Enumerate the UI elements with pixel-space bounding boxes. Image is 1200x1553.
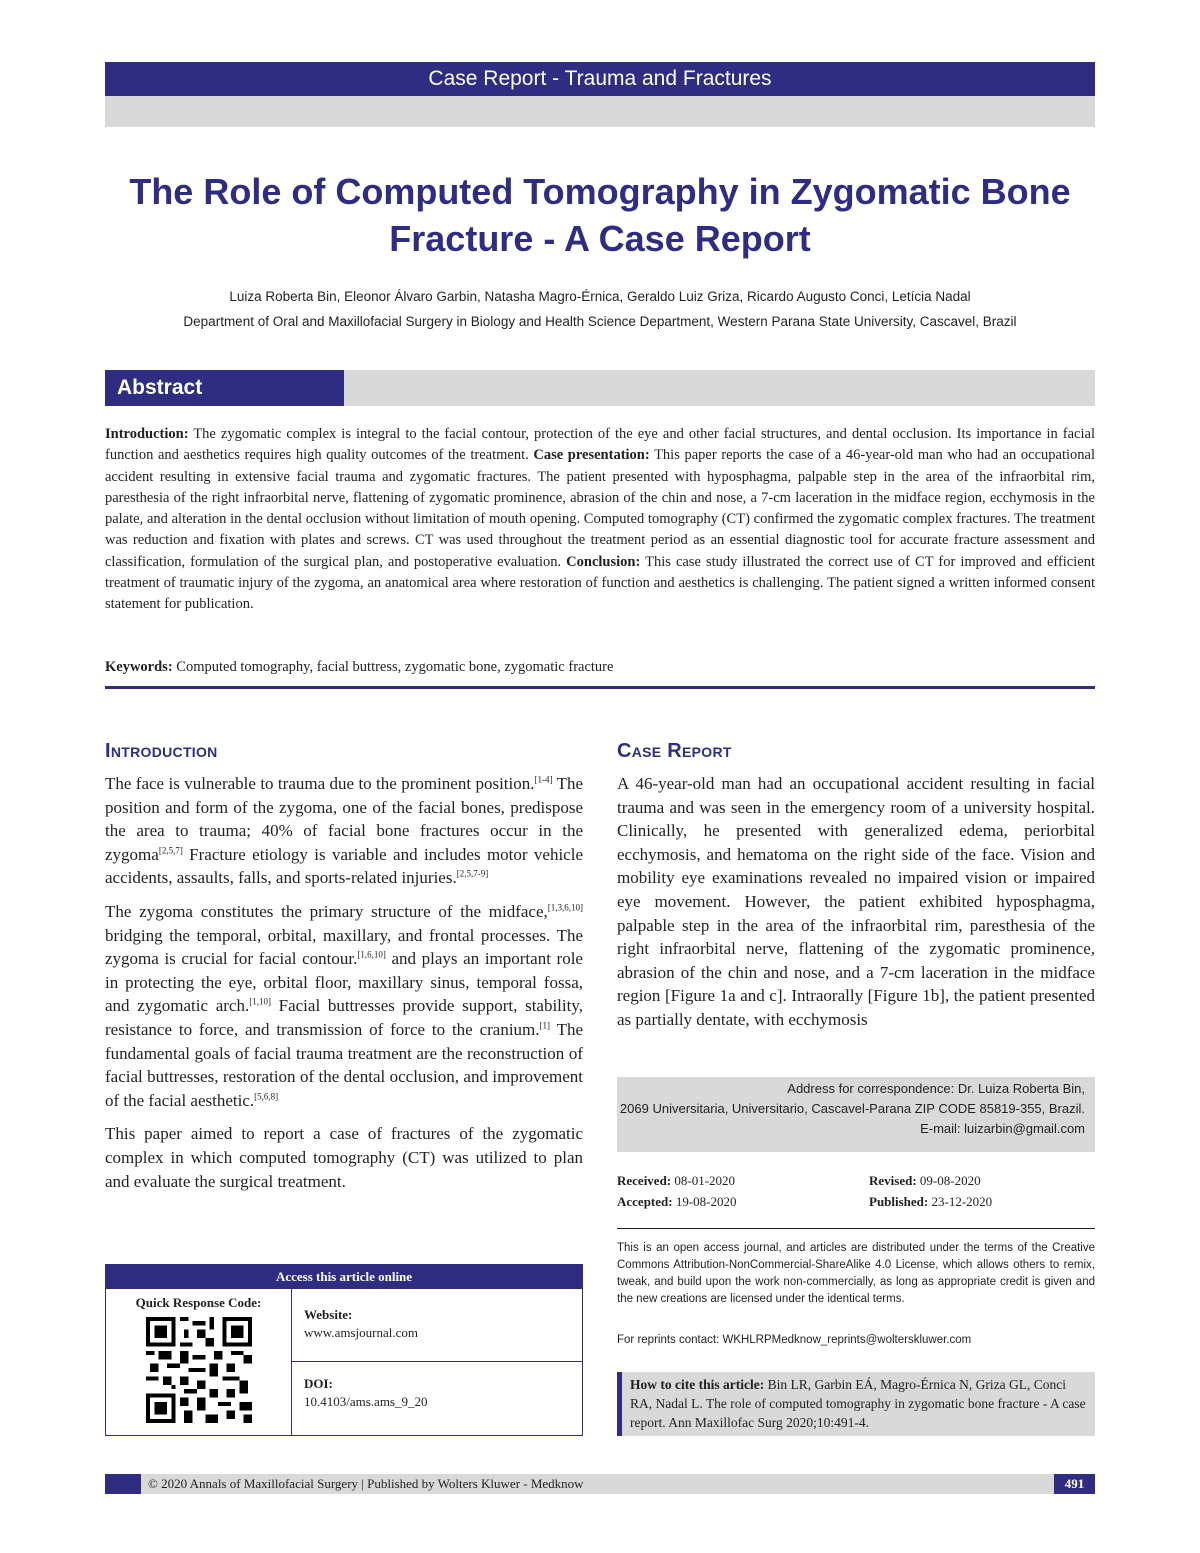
author-affiliation: Department of Oral and Maxillofacial Surgery in Biology and Health Science Department, Western Parana State University, Cascavel, Brazil	[183, 314, 1017, 329]
correspondence-line: Address for correspondence: Dr. Luiza Roberta Bin,	[787, 1081, 1085, 1096]
abstract-intro-text: The zygomatic complex is integral to the facial contour, protection of the eye and other facial structures, and dental occlusion. Its importance in facial function and aesthetics requires high quality outcomes of the treatment.	[105, 426, 1095, 464]
access-article-box	[105, 1264, 583, 1436]
introduction-heading: Introduction	[105, 740, 218, 762]
citation-text: Bin LR, Garbin EÁ, Magro-Érnica N, Griza GL, Conci RA, Nadal L. The role of computed tomography in zygomatic bone fracture - A case report. Ann Maxillofac Surg 2020;10:491-4.	[630, 1377, 1086, 1430]
abstract-case-text: This paper reports the case of a 46-year-old man who had an occupational accident resulting in extensive facial trauma and zygomatic fractures. The patient presented with hyposphagma, palpable step in the area of the infraorbital rim, paresthesia of the right infraorbital nerve, flattening of zygomatic prominence, abrasion of the chin and nose, a 7-cm laceration in the midface region, ecchymosis in the palate, and alteration in the dental occlusion without limitation of mouth opening. Computed tomography (CT) confirmed the zygomatic complex fractures. The treatment was reduction and fixation with plates and screws. CT was used throughout the treatment period as an essential diagnostic tool for accurate fracture assessment and classification, formulation of the surgical plan, and postoperative evaluation.	[105, 447, 1095, 570]
citation-ref: [2,5,7]	[158, 845, 183, 856]
case-report-body	[617, 772, 1095, 1042]
abstract-case-label: Case presentation:	[533, 447, 650, 464]
published-date: Published: 23-12-2020	[869, 1194, 993, 1209]
case-report-paragraph: A 46-year-old man had an occupational accident resulting in facial trauma and was seen in the emergency room of a university hospital. Clinically, he presented with generalized edema, periorbital ecchymosis, and hematoma on the right side of the face. Vision and mobility eye examinations revealed no impaired vision or impaired eye movement. However, the patient exhibited hyposphagma, palpable step in the area of the infraorbital rim, paresthesia of the right infraorbital nerve, flattening of the zygomatic prominence, abrasion of the chin and nose, and a 7-cm laceration in the midface region [Figure 1a and c]. Intraorally [Figure 1b], the patient presented as partially dentate, with ecchymosis	[617, 774, 1095, 1029]
article-title-line2: Fracture - A Case Report	[389, 218, 811, 259]
license-statement: This is an open access journal, and articles are distributed under the terms of the Creative Commons Attribution-NonCommercial-ShareAlike 4.0 License, which allows others to remix, tweak, and build upon the work non-commercially, as long as appropriate credit is given and the new creations are licensed under the identical terms.	[617, 1242, 1095, 1305]
case-report-heading: Case Report	[617, 740, 732, 762]
citation-ref: [1,6,10]	[357, 949, 386, 960]
article-title	[105, 168, 1095, 262]
introduction-body	[105, 772, 583, 1203]
keywords-text: Computed tomography, facial buttress, zygomatic bone, zygomatic fracture	[172, 659, 614, 675]
website-cell	[292, 1289, 582, 1362]
author-list: Luiza Roberta Bin, Eleonor Álvaro Garbin, Natasha Magro-Érnica, Geraldo Luiz Griza, Ricardo Augusto Conci, Letícia Nadal	[229, 289, 971, 304]
dates-divider	[617, 1228, 1095, 1229]
correspondence-email[interactable]: E-mail: luizarbin@gmail.com	[920, 1121, 1085, 1136]
abstract-intro-label: Introduction:	[105, 426, 189, 442]
qr-cell	[106, 1289, 292, 1435]
abstract-heading: Abstract	[105, 370, 344, 406]
citation-ref: [1,3,6,10]	[547, 902, 583, 913]
website-link[interactable]: www.amsjournal.com	[304, 1325, 418, 1340]
doi-label: DOI:	[304, 1376, 333, 1391]
abstract-conclusion-label: Conclusion:	[566, 553, 641, 570]
revised-date: Revised: 09-08-2020	[869, 1173, 981, 1188]
article-title-line1: The Role of Computed Tomography in Zygomatic Bone	[129, 171, 1071, 212]
citation-ref: [1-4]	[534, 774, 553, 785]
citation-ref: [1,10]	[249, 996, 271, 1007]
abstract-text	[105, 424, 1095, 616]
journal-section-band: Case Report - Trauma and Fractures	[105, 62, 1095, 96]
correspondence-line: 2069 Universitaria, Universitario, Cascavel-Parana ZIP CODE 85819-355, Brazil.	[619, 1101, 1085, 1116]
keywords-label: Keywords:	[105, 659, 173, 675]
doi-cell	[292, 1362, 582, 1435]
section-band-divider	[105, 96, 1095, 127]
website-label: Website:	[304, 1307, 353, 1322]
doi-link[interactable]: 10.4103/ams.ams_9_20	[304, 1394, 428, 1409]
correspondence-box	[617, 1077, 1095, 1152]
citation-box	[617, 1372, 1095, 1436]
abstract-header-bar	[105, 370, 1095, 406]
abstract-divider	[105, 686, 1095, 689]
footer-copyright: © 2020 Annals of Maxillofacial Surgery | Published by Wolters Kluwer - Medknow	[148, 1476, 584, 1491]
introduction-paragraph: The face is vulnerable to trauma due to the prominent position.[1-4] The position and form of the zygoma, one of the facial bones, predispose the area to trauma; 40% of facial bone fractures occur in the zygoma[2,5,7] Fracture etiology is variable and includes motor vehicle accidents, assaults, falls, and sports-related injuries.[2,5,7-9]	[105, 774, 584, 888]
accepted-date: Accepted: 19-08-2020	[617, 1194, 737, 1209]
keywords	[105, 657, 1095, 678]
abstract-conclusion-text: This case study illustrated the correct use of CT for improved and efficient treatment of traumatic injury of the zygoma, an anatomical area where restoration of function and aesthetics is challenging. The patient signed a written informed consent statement for publication.	[105, 553, 1095, 613]
reprints-contact[interactable]: For reprints contact: WKHLRPMedknow_reprints@wolterskluwer.com	[617, 1334, 972, 1346]
citation-ref: [1]	[539, 1020, 551, 1031]
citation-ref: [5,6,8]	[254, 1091, 279, 1102]
access-heading: Access this article online	[106, 1265, 582, 1289]
introduction-paragraph: This paper aimed to report a case of fractures of the zygomatic complex in which computed tomography (CT) was utilized to plan and evaluate the surgical treatment.	[105, 1124, 583, 1191]
footer-accent	[105, 1474, 141, 1494]
qr-code-icon[interactable]	[146, 1317, 252, 1423]
received-date: Received: 08-01-2020	[617, 1173, 736, 1188]
qr-label: Quick Response Code:	[135, 1295, 262, 1310]
page-number: 491	[1054, 1474, 1095, 1494]
citation-ref: [2,5,7-9]	[456, 868, 489, 879]
introduction-paragraph: The zygoma constitutes the primary structure of the midface,[1,3,6,10] bridging the temporal, orbital, maxillary, and frontal processes. The zygoma is crucial for facial contour.[1,6,10] and plays an important role in protecting the eye, orbital floor, maxillary sinus, temporal fossa, and zygomatic arch.[1,10] Facial buttresses provide support, stability, resistance to force, and transmission of force to the cranium.[1] The fundamental goals of facial trauma treatment are the reconstruction of facial buttresses, restoration of the dental occlusion, and improvement of the facial aesthetic.[5,6,8]	[105, 901, 583, 1110]
citation-label: How to cite this article:	[630, 1377, 765, 1392]
